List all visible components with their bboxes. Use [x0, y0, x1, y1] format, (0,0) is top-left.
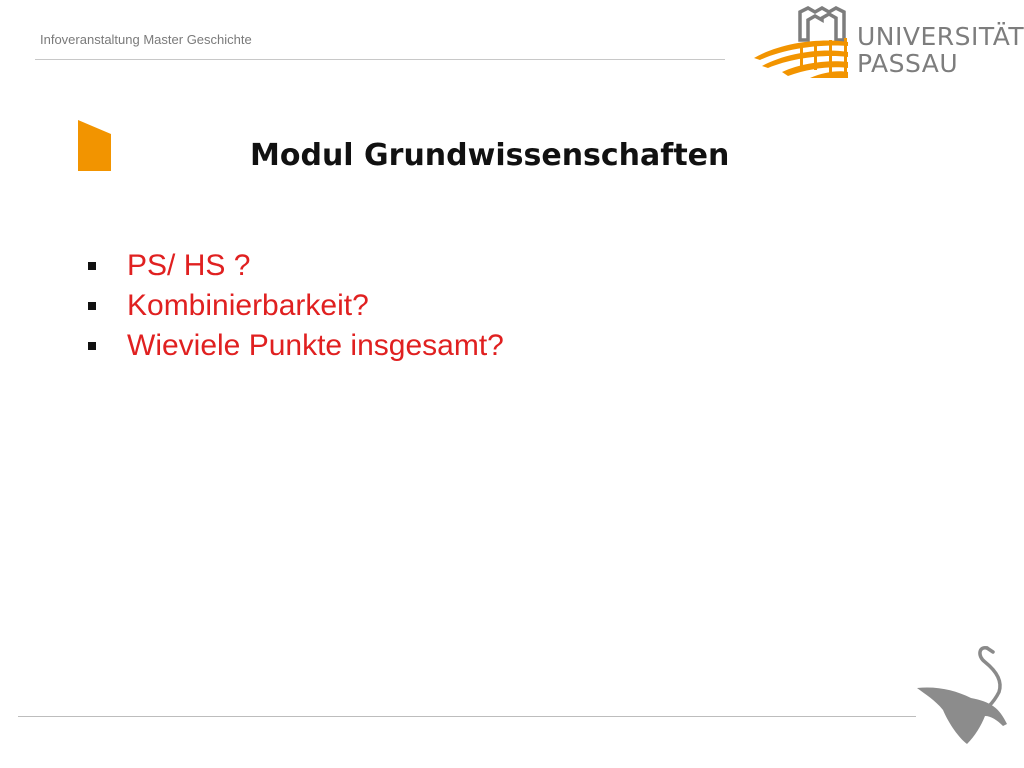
- list-item: [86, 246, 504, 286]
- bullet-text: Wieviele Punkte insgesamt?: [127, 329, 504, 362]
- bullet-icon: [88, 302, 96, 310]
- header-title: Infoveranstaltung Master Geschichte: [40, 32, 252, 47]
- bullet-text: PS/ HS ?: [127, 249, 251, 282]
- logo-text-passau: PASSAU: [857, 49, 959, 78]
- header-divider: [35, 59, 725, 60]
- stingray-icon: [915, 640, 1015, 750]
- footer-divider: [18, 716, 916, 717]
- bullet-text: Kombinierbarkeit?: [127, 289, 369, 322]
- bullet-icon: [88, 342, 96, 350]
- slide-title: Modul Grundwissenschaften: [250, 138, 730, 173]
- university-logo: [752, 6, 1024, 82]
- bullet-list: [86, 246, 504, 366]
- bullet-icon: [88, 262, 96, 270]
- title-marker-icon: [78, 120, 111, 171]
- logo-text-universitaet: UNIVERSITÄT: [857, 22, 1024, 51]
- list-item: [86, 326, 504, 366]
- list-item: [86, 286, 504, 326]
